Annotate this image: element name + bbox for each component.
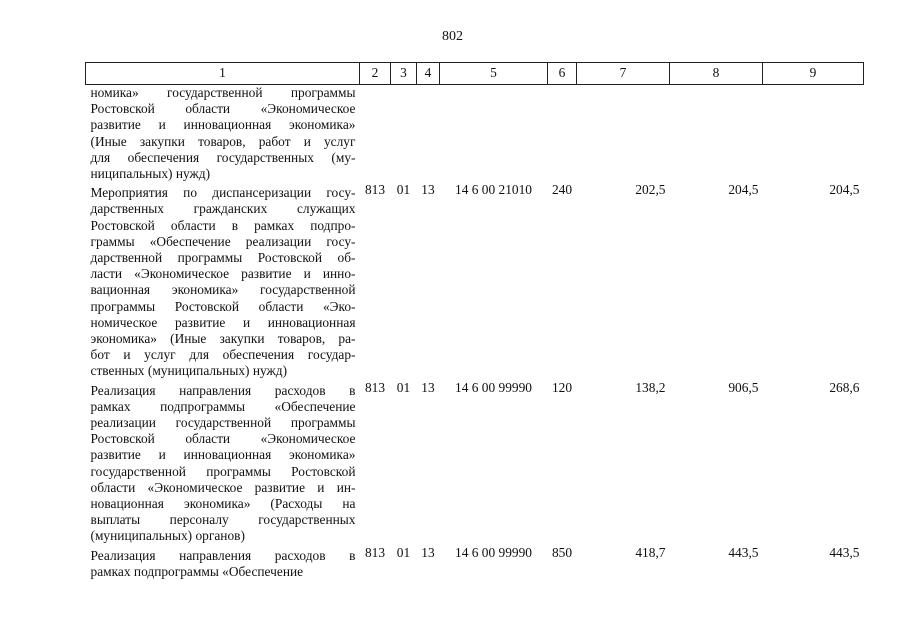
description-line: развитие и инновационная экономика» (90, 447, 356, 463)
description-line: экономика» (Иные закупки товаров, ра- (90, 331, 356, 347)
cell-section: 01 (396, 182, 411, 198)
cell-expense-type: 850 (551, 544, 573, 560)
cell-section (391, 85, 417, 183)
description-line: бот и услуг для обеспечения государ- (90, 347, 356, 363)
description-line: граммы «Обеспечение реализации госу- (90, 233, 356, 249)
description-line: вационная экономика» государственной (90, 282, 356, 298)
description-line: для обеспечения государственных (му- (90, 149, 356, 165)
col-header-4: 4 (417, 63, 440, 85)
col-header-5: 5 (440, 63, 548, 85)
description-line: рамках подпрограммы «Обеспечение (90, 398, 356, 414)
description-line: области «Экономическое развитие и ин- (90, 479, 356, 495)
description-line: государственной программы Ростовской (90, 463, 356, 479)
description-line: реализации государственной программы (90, 415, 356, 431)
description-line: выплаты персоналу государственных (90, 512, 356, 528)
description-line: Реализация направления расходов в (90, 547, 356, 563)
cell-description (86, 545, 360, 580)
description-line: (Иные закупки товаров, работ и услуг (90, 133, 356, 149)
cell-subsection: 13 (421, 379, 435, 395)
description-line: Реализация направления расходов в (90, 382, 356, 398)
cell-target-item: 14 6 00 99990 (455, 379, 532, 395)
cell-section: 01 (396, 544, 411, 560)
cell-expense-type: 240 (551, 182, 573, 198)
table-row (86, 545, 864, 580)
table-row (86, 380, 864, 545)
cell-description (86, 182, 360, 379)
cell-amount-year1: 202,5 (635, 182, 666, 198)
cell-description (86, 85, 360, 183)
col-header-2: 2 (360, 63, 391, 85)
description-line: программы Ростовской области «Эко- (90, 298, 356, 314)
description-line: (муниципальных) органов) (90, 528, 245, 544)
col-header-7: 7 (577, 63, 670, 85)
table-body (86, 85, 864, 581)
cell-description (86, 380, 360, 545)
description-line: развитие и инновационная экономика» (90, 117, 356, 133)
cell-target-item: 14 6 00 99990 (455, 544, 532, 560)
cell-subsection: 13 (421, 544, 435, 560)
cell-amount-year2: 204,5 (728, 182, 759, 198)
description-line: ниципальных) нужд) (90, 166, 211, 182)
description-line: ласти «Экономическое развитие и инно- (90, 266, 356, 282)
table-row (86, 182, 864, 379)
description-line: новационная экономика» (Расходы на (90, 496, 356, 512)
cell-section: 01 (396, 379, 411, 395)
budget-table (85, 62, 864, 580)
cell-amount-year2: 906,5 (728, 379, 759, 395)
col-header-3: 3 (391, 63, 417, 85)
cell-amount-year3: 443,5 (829, 544, 860, 560)
col-header-8: 8 (670, 63, 763, 85)
cell-amount-year3: 204,5 (829, 182, 860, 198)
cell-amount-year1: 138,2 (635, 379, 666, 395)
cell-amount-year2 (670, 85, 763, 183)
description-line: дарственных гражданских служащих (90, 201, 356, 217)
description-line: Ростовской области «Экономическое (90, 431, 356, 447)
description-line: рамках подпрограммы «Обеспечение (90, 563, 304, 579)
cell-gov-code: 813 (364, 379, 386, 395)
col-header-1: 1 (86, 63, 360, 85)
cell-amount-year1: 418,7 (635, 544, 666, 560)
description-line: номика» государственной программы (90, 85, 356, 100)
col-header-9: 9 (763, 63, 864, 85)
cell-subsection (417, 85, 440, 183)
cell-subsection: 13 (421, 182, 435, 198)
description-line: ственных (муниципальных) нужд) (90, 363, 288, 379)
cell-gov-code: 813 (364, 544, 386, 560)
description-line: Ростовской области в рамках подпро- (90, 217, 356, 233)
description-line: номическое развитие и инновационная (90, 314, 356, 330)
cell-target-item: 14 6 00 21010 (455, 182, 532, 198)
page-number: 802 (442, 29, 463, 44)
description-line: Мероприятия по диспансеризации госу- (90, 185, 356, 201)
header-row (86, 63, 864, 85)
cell-expense-type (548, 85, 577, 183)
cell-expense-type: 120 (551, 379, 573, 395)
cell-gov-code (360, 85, 391, 183)
cell-amount-year3 (763, 85, 864, 183)
cell-amount-year3: 268,6 (829, 379, 860, 395)
cell-target-item (440, 85, 548, 183)
cell-amount-year1 (577, 85, 670, 183)
description-line: Ростовской области «Экономическое (90, 101, 356, 117)
cell-amount-year2: 443,5 (728, 544, 759, 560)
table-row (86, 85, 864, 183)
col-header-6: 6 (548, 63, 577, 85)
cell-gov-code: 813 (364, 182, 386, 198)
description-line: дарственной программы Ростовской об- (90, 250, 356, 266)
